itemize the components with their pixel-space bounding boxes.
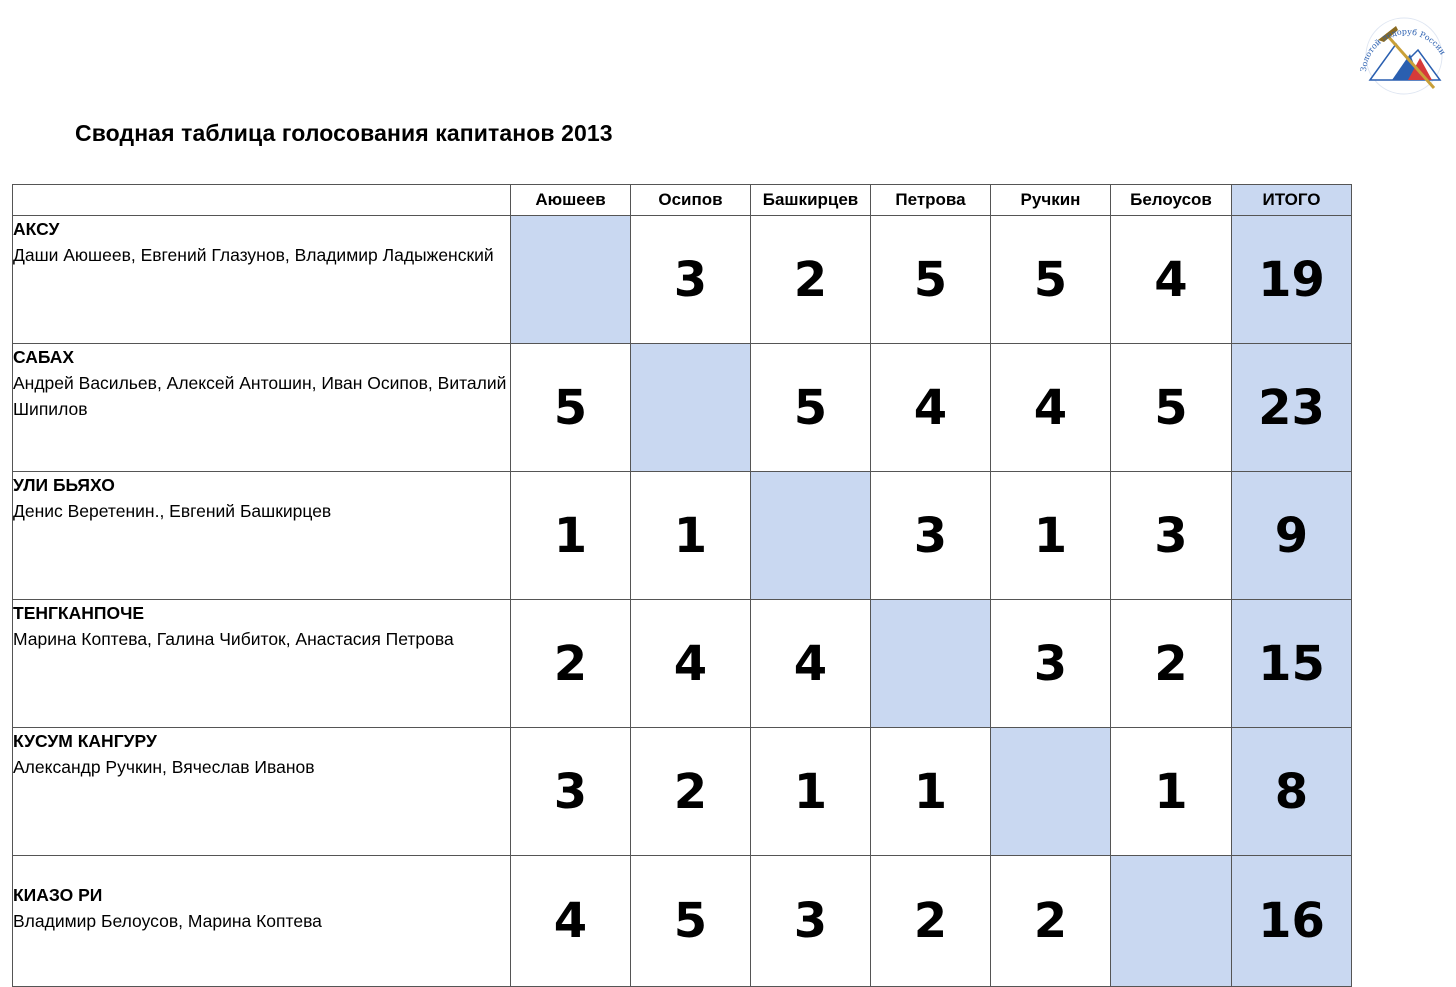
team-members: Владимир Белоусов, Марина Коптева: [13, 911, 322, 931]
team-members: Андрей Васильев, Алексей Антошин, Иван Осипов, Виталий Шипилов: [13, 373, 507, 419]
table-row: [13, 344, 1352, 472]
total-column-header: ИТОГО: [1232, 185, 1352, 216]
score-cell: 4: [991, 344, 1111, 472]
score-cell: 1: [631, 472, 751, 600]
team-cell: [13, 728, 511, 856]
ice-axe-logo: [1356, 8, 1452, 96]
column-header: Ручкин: [991, 185, 1111, 216]
score-cell: 3: [871, 472, 991, 600]
column-header: Башкирцев: [751, 185, 871, 216]
score-cell: 4: [631, 600, 751, 728]
self-vote-cell: [751, 472, 871, 600]
team-name: КУСУМ КАНГУРУ: [13, 731, 157, 751]
score-cell: 5: [871, 216, 991, 344]
score-cell: 1: [1111, 728, 1232, 856]
team-cell: [13, 216, 511, 344]
team-cell: [13, 856, 511, 987]
total-cell: 9: [1232, 472, 1352, 600]
team-name: КИАЗО РИ: [13, 885, 103, 905]
table-row: [13, 472, 1352, 600]
score-cell: 3: [1111, 472, 1232, 600]
table-row: [13, 856, 1352, 987]
score-cell: 4: [871, 344, 991, 472]
score-cell: 2: [1111, 600, 1232, 728]
score-cell: 1: [751, 728, 871, 856]
team-cell: [13, 600, 511, 728]
self-vote-cell: [1111, 856, 1232, 987]
header-team-blank: [13, 185, 511, 216]
team-cell: [13, 344, 511, 472]
total-cell: 19: [1232, 216, 1352, 344]
score-cell: 5: [511, 344, 631, 472]
table-row: [13, 216, 1352, 344]
score-cell: 4: [1111, 216, 1232, 344]
self-vote-cell: [631, 344, 751, 472]
score-cell: 1: [871, 728, 991, 856]
team-name: УЛИ БЬЯХО: [13, 475, 115, 495]
score-cell: 5: [751, 344, 871, 472]
total-cell: 15: [1232, 600, 1352, 728]
score-cell: 5: [991, 216, 1111, 344]
team-cell: [13, 472, 511, 600]
team-members: Денис Веретенин., Евгений Башкирцев: [13, 501, 332, 521]
score-cell: 3: [631, 216, 751, 344]
column-header: Аюшеев: [511, 185, 631, 216]
column-header: Осипов: [631, 185, 751, 216]
score-cell: 2: [751, 216, 871, 344]
score-cell: 1: [511, 472, 631, 600]
score-cell: 3: [511, 728, 631, 856]
logo-caption: Золотой ледоруб России: [1358, 27, 1448, 73]
score-cell: 5: [631, 856, 751, 987]
self-vote-cell: [871, 600, 991, 728]
team-members: Марина Коптева, Галина Чибиток, Анастасия Петрова: [13, 629, 454, 649]
header-row: [13, 185, 1352, 216]
total-cell: 8: [1232, 728, 1352, 856]
score-cell: 3: [991, 600, 1111, 728]
table-row: [13, 600, 1352, 728]
score-cell: 2: [991, 856, 1111, 987]
score-cell: 4: [751, 600, 871, 728]
team-name: ТЕНГКАНПОЧЕ: [13, 603, 145, 623]
score-cell: 3: [751, 856, 871, 987]
self-vote-cell: [511, 216, 631, 344]
column-header: Белоусов: [1111, 185, 1232, 216]
score-cell: 2: [631, 728, 751, 856]
total-cell: 23: [1232, 344, 1352, 472]
team-members: Даши Аюшеев, Евгений Глазунов, Владимир Ладыженский: [13, 245, 494, 265]
score-cell: 1: [991, 472, 1111, 600]
score-cell: 5: [1111, 344, 1232, 472]
team-name: САБАХ: [13, 347, 75, 367]
voting-table: [12, 184, 1352, 987]
document-title: Сводная таблица голосования капитанов 2013: [75, 120, 613, 146]
self-vote-cell: [991, 728, 1111, 856]
team-members: Александр Ручкин, Вячеслав Иванов: [13, 757, 315, 777]
score-cell: 2: [871, 856, 991, 987]
column-header: Петрова: [871, 185, 991, 216]
score-cell: 2: [511, 600, 631, 728]
score-cell: 4: [511, 856, 631, 987]
total-cell: 16: [1232, 856, 1352, 987]
table-row: [13, 728, 1352, 856]
team-name: АКСУ: [13, 219, 60, 239]
